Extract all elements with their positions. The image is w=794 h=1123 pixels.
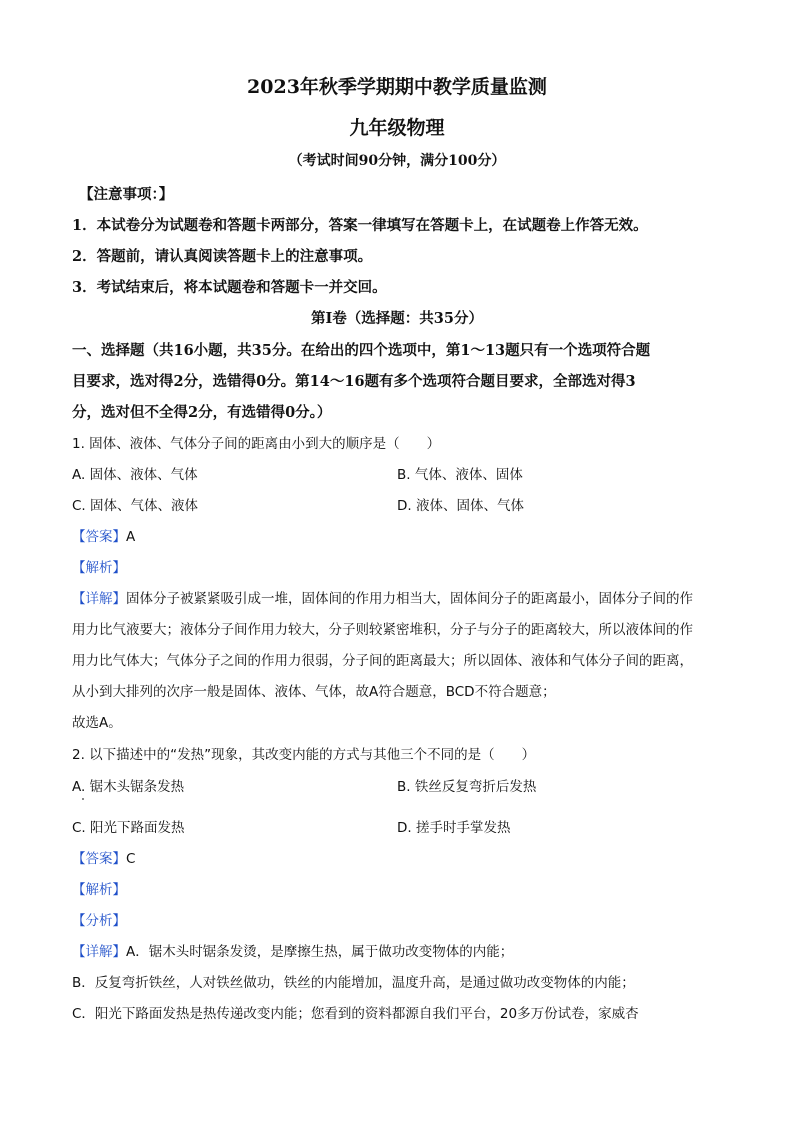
notice-item: 1．本试卷分为试题卷和答题卡两部分，答案一律填写在答题卡上，在试题卷上作答无效。 (72, 217, 648, 234)
answer-tag: 【答案】 (72, 529, 126, 545)
option-b: B. 铁丝反复弯折后发热 (397, 779, 537, 795)
notice-heading: 【注意事项：】 (79, 186, 174, 203)
detail-tag: 【详解】 (72, 591, 126, 607)
answer-line (72, 847, 135, 867)
exam-subject: 九年级物理 (349, 117, 445, 139)
detail-line (72, 940, 513, 960)
section-instruction: 分，选对但不全得2分，有选错得0分。） (72, 404, 332, 421)
option-c: C. 阳光下路面发热 (72, 820, 185, 836)
exam-title: 2023年秋季学期期中教学质量监测 (247, 76, 547, 98)
option-d: D. 液体、固体、气体 (397, 498, 524, 514)
exam-info: （考试时间90分钟，满分100分） (288, 153, 506, 169)
detail-text: A．锯木头时锯条发烫，是摩擦生热，属于做功改变物体的内能； (126, 944, 514, 960)
detail-line: 从小到大排列的次序一般是固体、液体、气体，故A符合题意，BCD不符合题意； (72, 684, 556, 700)
section-heading: 第Ⅰ卷（选择题：共35分） (311, 310, 483, 327)
analysis-tag: 【解析】 (72, 882, 126, 898)
answer-value: A (126, 529, 136, 545)
option-a: A. 锯木头锯条发热 (72, 779, 185, 795)
detail-line: 故选A。 (72, 715, 122, 731)
fenxi-tag: 【分析】 (72, 913, 126, 929)
detail-line (72, 587, 693, 607)
section-instruction: 一、选择题（共16小题，共35分。在给出的四个选项中，第1～13题只有一个选项符合题 (72, 342, 651, 359)
stray-dot (82, 798, 84, 800)
question-stem: 1. 固体、液体、气体分子间的距离由小到大的顺序是（ ） (72, 436, 441, 452)
option-c: C. 固体、气体、液体 (72, 498, 199, 514)
detail-tag: 【详解】 (72, 944, 126, 960)
option-a: A. 固体、液体、气体 (72, 467, 198, 483)
section-instruction: 目要求，选对得2分，选错得0分。第14～16题有多个选项符合题目要求，全部选对得3 (72, 373, 636, 390)
option-b: B. 气体、液体、固体 (397, 467, 523, 483)
detail-line: C．阳光下路面发热是热传递改变内能；您看到的资料都源自我们平台，20多万份试卷，家威杏 (72, 1006, 639, 1022)
answer-value: C (126, 851, 136, 867)
notice-item: 3．考试结束后，将本试题卷和答题卡一并交回。 (72, 279, 387, 296)
analysis-tag: 【解析】 (72, 560, 126, 576)
detail-line: 用力比气液要大；液体分子间作用力较大，分子则较紧密堆积，分子与分子的距离较大，所以液体间的作 (72, 622, 693, 638)
question-stem: 2. 以下描述中的“发热”现象，其改变内能的方式与其他三个不同的是（ ） (72, 747, 536, 763)
detail-line: B．反复弯折铁丝，人对铁丝做功，铁丝的内能增加，温度升高，是通过做功改变物体的内能； (72, 975, 635, 991)
detail-line: 用力比气体大；气体分子之间的作用力很弱，分子间的距离最大；所以固体、液体和气体分子间的距离， (72, 653, 693, 669)
option-d: D. 搓手时手掌发热 (397, 820, 511, 836)
notice-item: 2．答题前，请认真阅读答题卡上的注意事项。 (72, 248, 373, 265)
answer-tag: 【答案】 (72, 851, 126, 867)
answer-line (72, 525, 135, 545)
detail-text: 固体分子被紧紧吸引成一堆，固体间的作用力相当大，固体间分子的距离最小，固体分子间的作 (126, 591, 693, 607)
